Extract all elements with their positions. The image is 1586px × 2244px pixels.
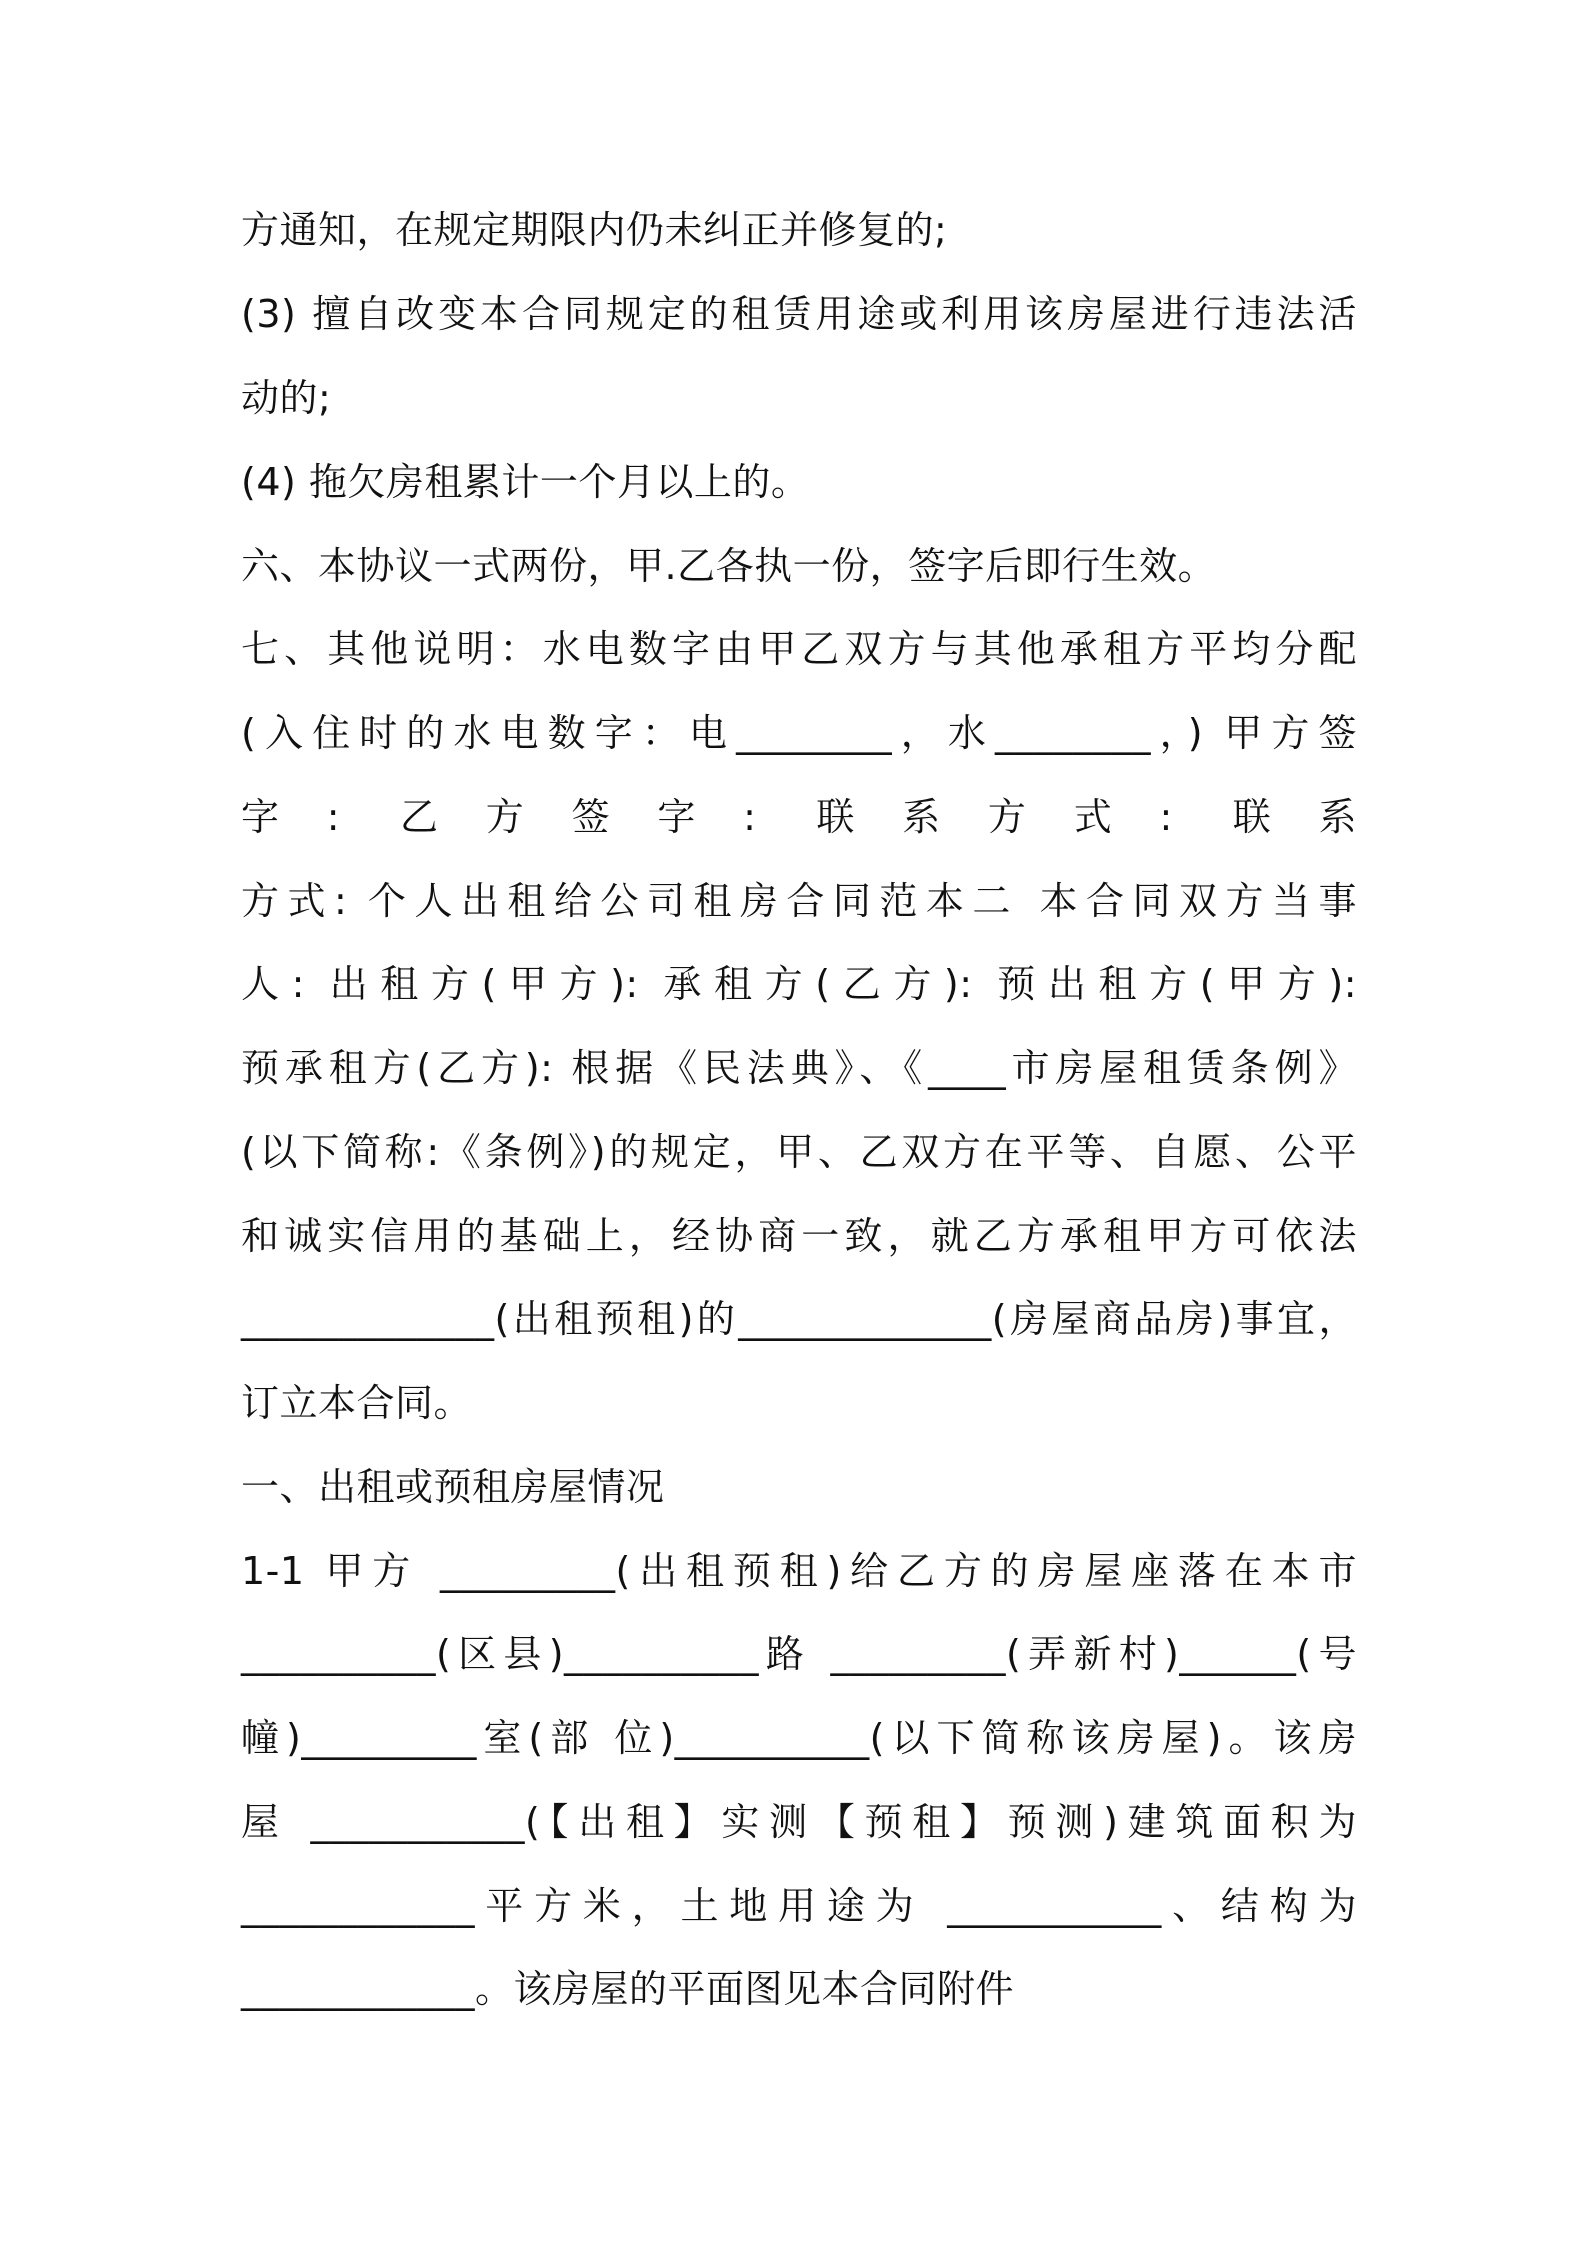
text-line: 字: 乙方签字: 联系方式: 联系 [241, 795, 1357, 839]
text-line: __________(区县)__________路 _________(弄新村)______(号 [241, 1632, 1357, 1676]
text-line: (4) 拖欠房租累计一个月以上的。 [241, 460, 810, 504]
text-line: 人: 出租方(甲方): 承租方(乙方): 预出租方(甲方): [241, 962, 1357, 1006]
text-line: 方式: 个人出租给公司租房合同范本二 本合同双方当事 [241, 879, 1357, 923]
text-line: 和诚实信用的基础上，经协商一致，就乙方承租甲方可依法 [241, 1214, 1357, 1258]
text-line: ____________平方米，土地用途为 ___________、结构为 [241, 1884, 1357, 1928]
section-heading: 一、出租或预租房屋情况 [241, 1465, 665, 1509]
text-line: (以下简称:《条例》)的规定，甲、乙双方在平等、自愿、公平 [241, 1130, 1357, 1174]
text-line: 六、本协议一式两份，甲.乙各执一份，签字后即行生效。 [241, 544, 1217, 588]
text-line: 订立本合同。 [241, 1381, 473, 1425]
text-line: (入住时的水电数字：电________，水________，) 甲方签 [241, 711, 1357, 755]
text-line: _____________(出租预租)的_____________(房屋商品房)事宜， [241, 1297, 1357, 1341]
text-line: 动的; [241, 376, 332, 420]
text-line: ____________。该房屋的平面图见本合同附件 [241, 1967, 1015, 2011]
text-line: 预承租方(乙方): 根据《民法典》、《____市房屋租赁条例》 [241, 1046, 1357, 1090]
text-line: 七、其他说明：水电数字由甲乙双方与其他承租方平均分配 [241, 627, 1357, 671]
text-line: 方通知，在规定期限内仍未纠正并修复的; [241, 208, 948, 252]
text-line: 屋 ___________(【出租】实测【预租】预测)建筑面积为 [241, 1800, 1357, 1844]
text-line: 1-1 甲方 _________(出租预租)给乙方的房屋座落在本市 [241, 1549, 1357, 1593]
text-line: (3) 擅自改变本合同规定的租赁用途或利用该房屋进行违法活 [241, 292, 1357, 336]
text-line: 幢)_________室(部 位)__________(以下简称该房屋)。该房 [241, 1716, 1357, 1760]
